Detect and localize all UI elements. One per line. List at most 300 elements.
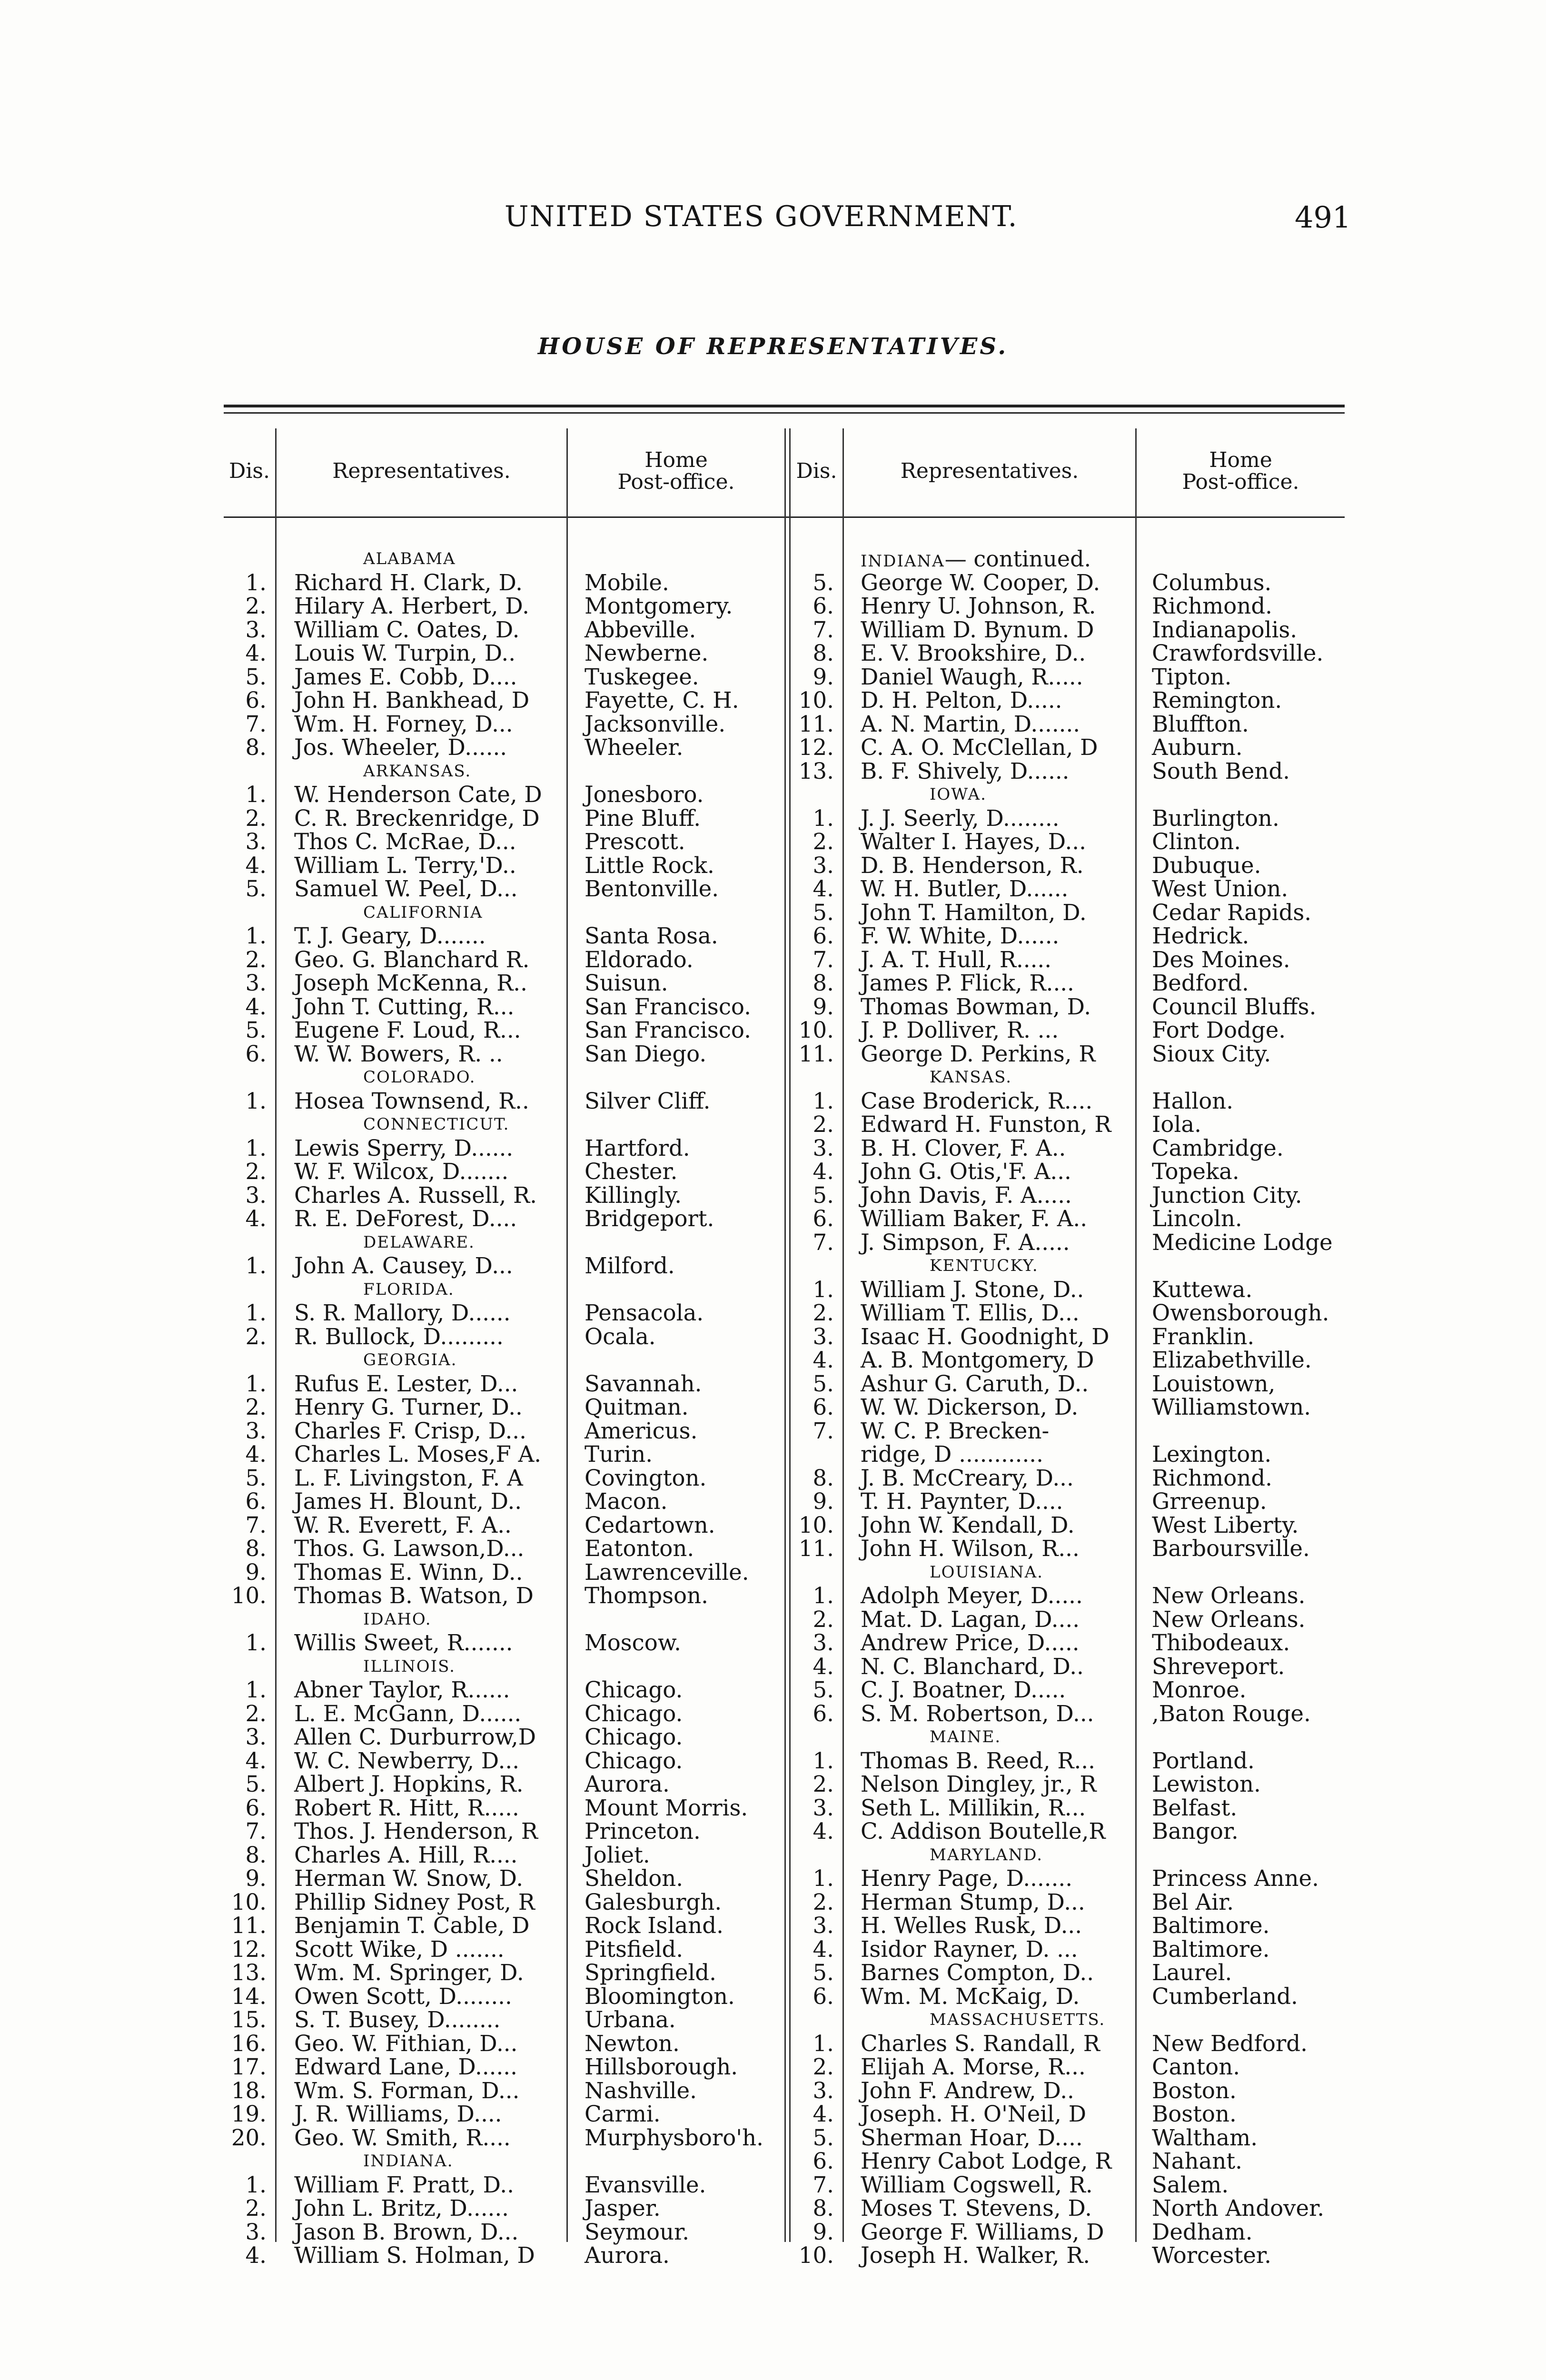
representative-name: John F. Andrew, D.. bbox=[861, 2077, 1074, 2103]
representative-name: Hilary A. Herbert, D. bbox=[294, 593, 529, 619]
post-office bbox=[1152, 2008, 1352, 2032]
post-office: Jasper. bbox=[585, 2195, 661, 2221]
post-office: Baltimore. bbox=[1152, 1936, 1270, 1962]
district-number: 6. bbox=[245, 1488, 267, 1514]
representative-name: Willis Sweet, R....... bbox=[294, 1630, 513, 1656]
district-number: 10. bbox=[798, 1017, 834, 1043]
post-office: Worcester. bbox=[1152, 2242, 1271, 2268]
state-heading bbox=[294, 901, 565, 925]
representative-name: J. B. McCreary, D... bbox=[861, 1465, 1074, 1491]
district-number: 12. bbox=[231, 1936, 267, 1962]
post-office: Cedar Rapids. bbox=[1152, 899, 1312, 925]
state-heading bbox=[861, 1844, 1134, 1867]
district-number: 5. bbox=[813, 899, 834, 925]
representative-name: Scott Wike, D ....... bbox=[294, 1936, 505, 1962]
state-heading bbox=[294, 1608, 565, 1632]
representative-name: Thomas E. Winn, D.. bbox=[294, 1559, 523, 1585]
post-office: Moscow. bbox=[585, 1630, 681, 1656]
representative-name: Wm. H. Forney, D... bbox=[294, 711, 513, 737]
representative-name: Wm. M. McKaig, D. bbox=[861, 1983, 1080, 2009]
representative-name: Eugene F. Loud, R... bbox=[294, 1017, 521, 1043]
post-office: Council Bluffs. bbox=[1152, 993, 1317, 1020]
post-office: Cambridge. bbox=[1152, 1135, 1284, 1161]
district-number: 1. bbox=[245, 569, 267, 595]
representative-name: Herman Stump, D... bbox=[861, 1889, 1085, 1915]
representative-name: John G. Otis,'F. A... bbox=[861, 1159, 1071, 1184]
district-number: 8. bbox=[813, 1465, 834, 1491]
district-number: 4. bbox=[245, 852, 267, 878]
district-number: 5. bbox=[813, 1182, 834, 1208]
district-number: 6. bbox=[813, 593, 834, 619]
district-number: 11. bbox=[798, 711, 834, 737]
representative-name: B. F. Shively, D...... bbox=[861, 758, 1070, 784]
post-office: Chicago. bbox=[585, 1724, 683, 1750]
post-office: Dedham. bbox=[1152, 2219, 1253, 2245]
representative-name: N. C. Blanchard, D.. bbox=[861, 1653, 1084, 1679]
representative-name: Samuel W. Peel, D... bbox=[294, 876, 518, 902]
district-number bbox=[224, 1231, 267, 1255]
representative-name: Moses T. Stevens, D. bbox=[861, 2195, 1092, 2221]
district-number: 12. bbox=[798, 734, 834, 760]
state-name: GEORGIA. bbox=[363, 1350, 457, 1369]
district-number bbox=[224, 2150, 267, 2173]
state-heading bbox=[861, 547, 1134, 571]
state-heading bbox=[861, 1726, 1134, 1749]
post-office: Monroe. bbox=[1152, 1677, 1247, 1703]
district-number: 9. bbox=[813, 2219, 834, 2245]
representative-name: William Baker, F. A.. bbox=[861, 1206, 1088, 1231]
district-number: 6. bbox=[813, 1206, 834, 1231]
header-dis-label: Dis. bbox=[796, 458, 837, 483]
post-office: Cedartown. bbox=[585, 1512, 715, 1538]
post-office bbox=[1152, 783, 1352, 807]
district-number: 2. bbox=[245, 593, 267, 619]
post-office bbox=[585, 1655, 784, 1679]
district-number: 9. bbox=[245, 1865, 267, 1891]
representative-name: William T. Ellis, D... bbox=[861, 1300, 1080, 1326]
post-office: San Francisco. bbox=[585, 1017, 751, 1043]
representative-name: Joseph H. Walker, R. bbox=[861, 2242, 1090, 2268]
post-office: Lexington. bbox=[1152, 1441, 1272, 1467]
representative-name: W. Henderson Cate, D bbox=[294, 782, 542, 807]
column-divider bbox=[842, 428, 844, 2242]
district-number bbox=[791, 1561, 834, 1585]
district-number: 8. bbox=[245, 1536, 267, 1561]
post-office: Tipton. bbox=[1152, 664, 1232, 690]
representative-name: Thomas B. Reed, R... bbox=[861, 1747, 1095, 1774]
table-top-rule-thin bbox=[224, 412, 1345, 414]
representative-name: Andrew Price, D..... bbox=[861, 1630, 1080, 1656]
district-number: 1. bbox=[245, 1300, 267, 1326]
post-office: Columbus. bbox=[1152, 569, 1272, 595]
district-number: 7. bbox=[813, 1229, 834, 1255]
representative-name: Charles A. Hill, R.... bbox=[294, 1842, 518, 1868]
representative-name: Richard H. Clark, D. bbox=[294, 569, 523, 595]
district-number: 3. bbox=[245, 970, 267, 996]
representative-name: William S. Holman, D bbox=[294, 2242, 535, 2268]
post-office bbox=[585, 1278, 784, 1302]
district-number: 13. bbox=[231, 1960, 267, 1985]
representative-name: J. Simpson, F. A..... bbox=[861, 1229, 1070, 1255]
post-office: Montgomery. bbox=[585, 593, 733, 619]
district-number: 14. bbox=[231, 1983, 267, 2009]
district-number: 3. bbox=[813, 1913, 834, 1938]
representative-name: F. W. White, D...... bbox=[861, 923, 1060, 949]
district-number: 9. bbox=[813, 993, 834, 1020]
state-name: CALIFORNIA bbox=[363, 902, 483, 922]
district-number: 5. bbox=[245, 664, 267, 690]
state-name: ALABAMA bbox=[363, 549, 456, 568]
district-number bbox=[224, 1113, 267, 1137]
post-office: Indianapolis. bbox=[1152, 616, 1298, 643]
post-office: Topeka. bbox=[1152, 1159, 1239, 1184]
district-number: 3. bbox=[813, 1323, 834, 1349]
post-office: South Bend. bbox=[1152, 758, 1290, 784]
column-divider bbox=[275, 428, 277, 2242]
representative-name: Charles L. Moses,F A. bbox=[294, 1441, 542, 1467]
state-name: KENTUCKY. bbox=[930, 1256, 1039, 1275]
representative-name: William C. Oates, D. bbox=[294, 616, 520, 643]
representative-name: A. N. Martin, D....... bbox=[861, 711, 1080, 737]
district-number: 1. bbox=[245, 923, 267, 949]
post-office: Thibodeaux. bbox=[1152, 1630, 1290, 1656]
header-representatives-right bbox=[844, 428, 1135, 514]
representative-name: Charles S. Randall, R bbox=[861, 2030, 1100, 2056]
district-number: 11. bbox=[798, 1536, 834, 1561]
left-representatives-column bbox=[294, 547, 565, 2268]
district-number: 6. bbox=[813, 2148, 834, 2174]
representative-name: A. B. Montgomery, D bbox=[861, 1347, 1094, 1373]
post-office: Sioux City. bbox=[1152, 1041, 1271, 1067]
post-office: Grreenup. bbox=[1152, 1488, 1267, 1514]
district-number: 18. bbox=[231, 2077, 267, 2103]
district-number: 9. bbox=[813, 664, 834, 690]
district-number: 3. bbox=[813, 1630, 834, 1656]
post-office: Barboursville. bbox=[1152, 1536, 1310, 1561]
post-office: West Union. bbox=[1152, 876, 1288, 902]
representative-name: Geo. W. Fithian, D... bbox=[294, 2030, 518, 2056]
district-number: 5. bbox=[813, 1370, 834, 1397]
district-number: 19. bbox=[231, 2101, 267, 2127]
post-office: Mount Morris. bbox=[585, 1795, 748, 1821]
representative-name: Owen Scott, D........ bbox=[294, 1983, 512, 2009]
representative-name: Thos C. McRae, D... bbox=[294, 829, 516, 854]
representative-name: J. R. Williams, D.... bbox=[294, 2101, 502, 2127]
state-heading bbox=[294, 1113, 565, 1137]
header-home-label: Home bbox=[644, 447, 708, 472]
post-office: Boston. bbox=[1152, 2077, 1237, 2103]
representative-name: L. E. McGann, D...... bbox=[294, 1700, 522, 1726]
post-office: Fort Dodge. bbox=[1152, 1017, 1286, 1043]
post-office: Bluffton. bbox=[1152, 711, 1249, 737]
header-dis-label: Dis. bbox=[229, 458, 270, 483]
representative-name: Wm. S. Forman, D... bbox=[294, 2077, 520, 2103]
district-number: 1. bbox=[245, 1677, 267, 1703]
district-number: 2. bbox=[813, 1111, 834, 1137]
header-home-po-left bbox=[568, 428, 784, 514]
district-number: 3. bbox=[245, 1182, 267, 1208]
post-office: Galesburgh. bbox=[585, 1889, 722, 1915]
post-office bbox=[585, 1066, 784, 1090]
state-heading bbox=[861, 1066, 1134, 1090]
post-office: Chicago. bbox=[585, 1677, 683, 1703]
district-number: 2. bbox=[245, 1700, 267, 1726]
district-number: 1. bbox=[245, 1135, 267, 1161]
district-number: 3. bbox=[245, 1724, 267, 1750]
representative-name: Benjamin T. Cable, D bbox=[294, 1913, 530, 1938]
section-title: HOUSE OF REPRESENTATIVES. bbox=[537, 333, 1009, 360]
district-number: 7. bbox=[245, 1512, 267, 1538]
representative-name: C. A. O. McClellan, D bbox=[861, 734, 1098, 760]
representative-name: Phillip Sidney Post, R bbox=[294, 1889, 535, 1915]
representative-name: John H. Bankhead, D bbox=[294, 687, 530, 713]
representative-name: George F. Williams, D bbox=[861, 2219, 1104, 2245]
post-office: Des Moines. bbox=[1152, 946, 1290, 972]
district-number: 10. bbox=[231, 1583, 267, 1608]
post-office: Louistown, bbox=[1152, 1370, 1276, 1397]
post-office: Boston. bbox=[1152, 2101, 1237, 2127]
post-office: Hartford. bbox=[585, 1135, 690, 1161]
post-office: Prescott. bbox=[585, 829, 685, 854]
post-office: Canton. bbox=[1152, 2054, 1240, 2080]
district-number: 1. bbox=[245, 1370, 267, 1397]
representative-name: Barnes Compton, D.. bbox=[861, 1960, 1094, 1985]
right-representatives-column bbox=[861, 547, 1134, 2268]
post-office: Hallon. bbox=[1152, 1088, 1234, 1114]
column-divider bbox=[789, 428, 791, 2242]
representative-name: W. H. Butler, D...... bbox=[861, 876, 1069, 902]
post-office: Milford. bbox=[585, 1253, 675, 1279]
district-number: 4. bbox=[813, 876, 834, 902]
post-office: Newton. bbox=[585, 2030, 680, 2056]
representative-name: Daniel Waugh, R..... bbox=[861, 664, 1083, 690]
representative-name: Herman W. Snow, D. bbox=[294, 1865, 524, 1891]
post-office: Hillsborough. bbox=[585, 2054, 738, 2080]
post-office: Chicago. bbox=[585, 1700, 683, 1726]
state-name: ARKANSAS. bbox=[363, 761, 472, 781]
district-number bbox=[224, 760, 267, 783]
district-number: 3. bbox=[813, 1135, 834, 1161]
representative-name: Wm. M. Springer, D. bbox=[294, 1960, 524, 1985]
representative-name: Charles A. Russell, R. bbox=[294, 1182, 537, 1208]
representative-name: Albert J. Hopkins, R. bbox=[294, 1771, 524, 1797]
page-number: 491 bbox=[1295, 200, 1351, 235]
district-number bbox=[224, 1066, 267, 1090]
representative-name: James P. Flick, R.... bbox=[861, 970, 1074, 996]
state-heading bbox=[294, 2150, 565, 2173]
district-number: 2. bbox=[813, 1889, 834, 1915]
representative-name: H. Welles Rusk, D... bbox=[861, 1913, 1082, 1938]
post-office: Americus. bbox=[585, 1418, 698, 1444]
post-office: Richmond. bbox=[1152, 593, 1272, 619]
district-number: 13. bbox=[798, 758, 834, 784]
district-number: 7. bbox=[245, 1818, 267, 1844]
district-number: 1. bbox=[245, 1088, 267, 1114]
post-office: Burlington. bbox=[1152, 805, 1279, 831]
post-office bbox=[585, 760, 784, 783]
representative-name: J. A. T. Hull, R..... bbox=[861, 946, 1052, 972]
district-number: 2. bbox=[245, 805, 267, 831]
header-dis-left bbox=[224, 428, 275, 514]
state-name: INDIANA bbox=[861, 552, 945, 571]
representative-name: Henry U. Johnson, R. bbox=[861, 593, 1096, 619]
post-office: Killingly. bbox=[585, 1182, 682, 1208]
district-number: 6. bbox=[813, 1394, 834, 1420]
post-office: Quitman. bbox=[585, 1394, 689, 1420]
district-number: 2. bbox=[813, 829, 834, 854]
district-number: 3. bbox=[245, 829, 267, 854]
post-office: ,Baton Rouge. bbox=[1152, 1700, 1311, 1726]
post-office: Salem. bbox=[1152, 2172, 1229, 2198]
representative-name: S. M. Robertson, D... bbox=[861, 1700, 1094, 1726]
state-name: CONNECTICUT. bbox=[363, 1115, 510, 1134]
post-office: Nashville. bbox=[585, 2077, 697, 2103]
post-office: Little Rock. bbox=[585, 852, 714, 878]
post-office: New Orleans. bbox=[1152, 1606, 1306, 1632]
district-number: 8. bbox=[245, 734, 267, 760]
representative-name: Isaac H. Goodnight, D bbox=[861, 1323, 1110, 1349]
district-number: 4. bbox=[813, 1818, 834, 1844]
representative-name: Seth L. Millikin, R... bbox=[861, 1795, 1086, 1821]
district-number: 2. bbox=[245, 946, 267, 972]
district-number: 4. bbox=[245, 640, 267, 666]
district-number bbox=[791, 783, 834, 807]
district-number: 6. bbox=[245, 1041, 267, 1067]
post-office: Suisun. bbox=[585, 970, 668, 996]
district-number: 17. bbox=[231, 2054, 267, 2080]
representative-name: Geo. W. Smith, R.... bbox=[294, 2124, 511, 2151]
post-office: Remington. bbox=[1152, 687, 1282, 713]
post-office: Cumberland. bbox=[1152, 1983, 1298, 2009]
post-office: Chicago. bbox=[585, 1747, 683, 1774]
post-office: Kuttewa. bbox=[1152, 1276, 1253, 1302]
district-number: 1. bbox=[813, 805, 834, 831]
state-name: DELAWARE. bbox=[363, 1232, 475, 1252]
header-post-office-label: Post-office. bbox=[617, 470, 735, 494]
representative-name: W. F. Wilcox, D....... bbox=[294, 1159, 509, 1184]
representative-name: John L. Britz, D...... bbox=[294, 2195, 509, 2221]
representative-name: C. Addison Boutelle,R bbox=[861, 1818, 1106, 1844]
district-number: 3. bbox=[245, 2219, 267, 2245]
representative-name: Case Broderick, R.... bbox=[861, 1088, 1093, 1114]
state-name: LOUISIANA. bbox=[930, 1562, 1043, 1582]
post-office: Sheldon. bbox=[585, 1865, 684, 1891]
representative-name: Thos. G. Lawson,D... bbox=[294, 1536, 525, 1561]
district-number: 1. bbox=[813, 1583, 834, 1608]
post-office bbox=[1152, 1844, 1352, 1867]
post-office: Covington. bbox=[585, 1465, 707, 1491]
representative-name: W. C. P. Brecken- bbox=[861, 1418, 1050, 1444]
representative-name: Hosea Townsend, R.. bbox=[294, 1088, 529, 1114]
district-number bbox=[224, 1655, 267, 1679]
post-office: New Orleans. bbox=[1152, 1583, 1306, 1608]
representative-name: John Davis, F. A..... bbox=[861, 1182, 1072, 1208]
representative-name: S. T. Busey, D........ bbox=[294, 2007, 501, 2033]
post-office: Ocala. bbox=[585, 1323, 656, 1349]
representative-name: Thomas Bowman, D. bbox=[861, 993, 1091, 1020]
column-divider bbox=[566, 428, 568, 2242]
post-office bbox=[585, 1349, 784, 1372]
district-number: 3. bbox=[245, 1418, 267, 1444]
right-district-column bbox=[791, 547, 834, 2268]
state-heading bbox=[861, 1561, 1134, 1585]
district-number: 4. bbox=[245, 1206, 267, 1231]
post-office: Portland. bbox=[1152, 1747, 1255, 1774]
state-heading bbox=[861, 1254, 1134, 1278]
representative-name: W. C. Newberry, D... bbox=[294, 1747, 520, 1774]
district-number: 1. bbox=[813, 1747, 834, 1774]
post-office: Lincoln. bbox=[1152, 1206, 1242, 1231]
district-number: 11. bbox=[798, 1041, 834, 1067]
state-heading bbox=[294, 1278, 565, 1302]
representative-name: Joseph McKenna, R.. bbox=[294, 970, 527, 996]
representative-name: S. R. Mallory, D...... bbox=[294, 1300, 511, 1326]
district-number: 10. bbox=[798, 2242, 834, 2268]
post-office: Jacksonville. bbox=[585, 711, 726, 737]
representative-name: Allen C. Durburrow,D bbox=[294, 1724, 536, 1750]
post-office: Eatonton. bbox=[585, 1536, 694, 1561]
post-office: Eldorado. bbox=[585, 946, 694, 972]
district-number: 2. bbox=[813, 1771, 834, 1797]
district-number: 1. bbox=[813, 1276, 834, 1302]
district-number: 8. bbox=[245, 1842, 267, 1868]
representative-name: W. W. Bowers, R. .. bbox=[294, 1041, 503, 1067]
table-top-rule-thick bbox=[224, 405, 1345, 407]
representative-name: John W. Kendall, D. bbox=[861, 1512, 1075, 1538]
post-office: Aurora. bbox=[585, 2242, 670, 2268]
representative-name: Ashur G. Caruth, D.. bbox=[861, 1370, 1089, 1397]
post-office: Princeton. bbox=[585, 1818, 701, 1844]
district-number bbox=[791, 1844, 834, 1867]
district-number: 4. bbox=[245, 993, 267, 1020]
left-district-column bbox=[224, 547, 267, 2268]
district-number: 1. bbox=[245, 1630, 267, 1656]
post-office bbox=[1152, 1561, 1352, 1585]
district-number bbox=[224, 1278, 267, 1302]
district-number bbox=[791, 1066, 834, 1090]
post-office bbox=[1152, 1419, 1352, 1443]
post-office: Thompson. bbox=[585, 1583, 708, 1608]
district-number: 1. bbox=[813, 1865, 834, 1891]
state-heading bbox=[294, 547, 565, 571]
post-office: Nahant. bbox=[1152, 2148, 1242, 2174]
continued-label: — continued. bbox=[944, 546, 1091, 572]
post-office: Chester. bbox=[585, 1159, 678, 1184]
post-office bbox=[1152, 547, 1352, 571]
state-name: IDAHO. bbox=[363, 1609, 432, 1629]
post-office: Princess Anne. bbox=[1152, 1865, 1319, 1891]
post-office: Abbeville. bbox=[585, 616, 696, 643]
state-heading bbox=[294, 1655, 565, 1679]
district-number: 5. bbox=[245, 1771, 267, 1797]
representative-name: B. H. Clover, F. A.. bbox=[861, 1135, 1066, 1161]
representative-name: C. R. Breckenridge, D bbox=[294, 805, 540, 831]
district-number: 4. bbox=[245, 1441, 267, 1467]
post-office bbox=[1152, 1254, 1352, 1278]
district-number: 4. bbox=[245, 1747, 267, 1774]
post-office: Silver Cliff. bbox=[585, 1088, 711, 1114]
representative-name: Nelson Dingley, jr., R bbox=[861, 1771, 1097, 1797]
post-office: Bedford. bbox=[1152, 970, 1249, 996]
post-office: Belfast. bbox=[1152, 1795, 1238, 1821]
district-number: 1. bbox=[813, 2030, 834, 2056]
post-office: Pine Bluff. bbox=[585, 805, 701, 831]
column-divider bbox=[784, 428, 786, 2242]
district-number: 1. bbox=[245, 1253, 267, 1279]
district-number: 5. bbox=[245, 1017, 267, 1043]
representative-name: R. Bullock, D......... bbox=[294, 1323, 504, 1349]
header-home-po-right bbox=[1137, 428, 1345, 514]
